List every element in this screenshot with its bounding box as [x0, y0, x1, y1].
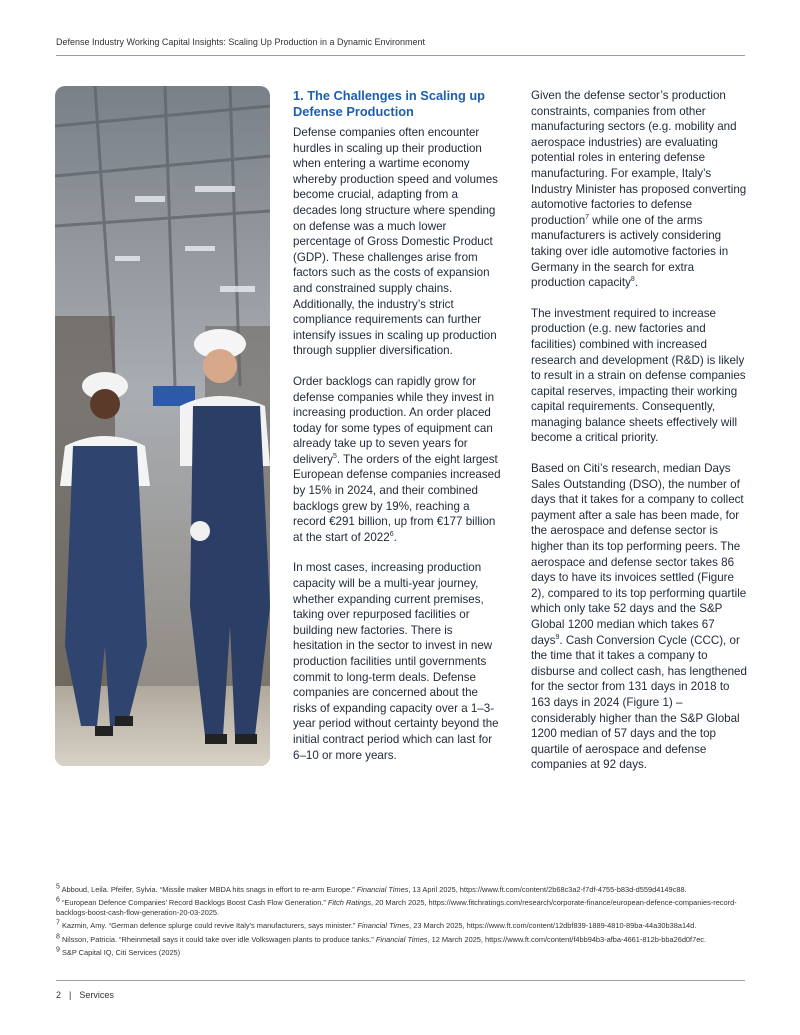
footnote-ref: 7	[585, 213, 590, 221]
footnote: $^5$ Abboud, Leila. Pfeifer, Sylvia. “Missile maker MBDA hits snags in effort to re-arm Europe.” Financial Times, 13 April 2025, https://www.ft.com/content/2b68c3a2-f7df-4755-b83d-d559d4149c88.	[56, 883, 687, 894]
footnote: $^8$ Nilsson, Patricia. “Rheinmetall says it could take over idle Volkswagen plants to produce tanks.” Financial Times, 12 March 2025, https://www.ft.com/content/f4bb94b3-afba-4661-812b-bba26d0f7ec.	[56, 933, 707, 944]
footnote: $^9$ S&P Capital IQ, Citi Services (2025)	[56, 946, 181, 958]
section-heading: 1. The Challenges in Scaling up Defense Production	[293, 88, 485, 119]
page-number: 2	[56, 990, 62, 1000]
paragraph: Based on Citi’s research, median Days Sales Outstanding (DSO), the number of days that it takes for a company to collect payment after a sale has been made, for the aerospace and defense sector is higher than its top performing peers. The aerospace and defense sector takes 86 days to have its invoices settled (Figure 2), compared to its top performing quartile which only take 52 days and the S&P Global 1200 median which takes 67 days$^9$. Cash Conversion Cycle (CCC), or the time that it takes a company to disburse and collect cash, has lengthened for the sector from 131 days in 2018 to 163 days in 2024 (Figure 1) – considerably higher than the S&P Global 1200 median of 57 days and the top quartile of aerospace and defense companies at 92 days.	[531, 462, 747, 772]
middle-column	[293, 88, 505, 778]
footer-separator: |	[69, 990, 72, 1000]
factory-workers-photo	[55, 86, 270, 766]
header-divider	[56, 55, 745, 56]
footnote: $^6$ “European Defence Companies’ Record Backlogs Boost Cash Flow Generation.” Fitch Ratings, 20 March 2025, https://www.fitchratings.com/research/corporate-finance/european-defence-companies-record-backlogs-boost-cash-flow-generation-20-03-2025.	[56, 896, 737, 917]
footnote-ref: 6	[389, 530, 394, 538]
footnote-ref: 9	[555, 633, 560, 641]
footer-section: Services	[79, 990, 114, 1000]
paragraph: Order backlogs can rapidly grow for defense companies while they invest in increasing production. An order placed today for some types of equipment can already take up to seven years for delivery$^5$. The orders of the eight largest European defense companies increased by 15% in 2024, and their combined backlogs grew by 19%, reaching a record €291 billion, up from €177 billion at the start of 2022$^6$.	[293, 374, 501, 544]
footnote: $^7$ Kazmin, Amy. “German defence splurge could revive Italy’s manufacturers, says minister.” Financial Times, 23 March 2025, https://www.ft.com/content/12dbf839-1889-4810-89ba-44a30b38a14d.	[56, 919, 697, 931]
footnote-ref: 5	[332, 453, 337, 461]
paragraph: The investment required to increase production (e.g. new factories and facilities) combined with increased research and development (R&D) is likely to result in a strain on defense companies capital reserves, impacting their working capital requirements. Consequently, managing balance sheets effectively will become a critical priority.	[531, 306, 746, 445]
right-column	[531, 88, 747, 788]
running-header: Defense Industry Working Capital Insights: Scaling Up Production in a Dynamic Environment	[56, 37, 426, 47]
paragraph: Given the defense sector’s production constraints, companies from other manufacturing sectors (e.g. mobility and aerospace industries) are evaluating potential roles in entering defense manufacturing. For example, Italy’s Industry Minister has proposed converting automotive factories to defense production$^7$ while one of the arms manufacturers is actively considering taking over idle automotive factories in Germany in the search for extra production capacity$^8$.	[531, 89, 747, 290]
footnote-ref: 8	[630, 276, 635, 284]
paragraph: Defense companies often encounter hurdles in scaling up their production when entering a wartime economy whereby production speed and volumes become crucial, adapting from a decades long structure where spending on defense was a much lower percentage of Gross Domestic Product (GDP). These challenges arise from factors such as the costs of expansion and constrained supply chains. Additionally, the industry’s strict compliance requirements can further intensify issues in scaling up production through supplier diversification.	[293, 126, 498, 358]
paragraph: In most cases, increasing production capacity will be a multi-year journey, whether expanding current premises, taking over repurposed facilities or building new factories. There is hesitation in the sector to invest in new production facilities until governments commit to long-term deals. Defense companies are concerned about the risks of expanding capacity over a 1–3-year period without certainty beyond the initial contract period which can last for 6–10 or more years.	[293, 561, 499, 762]
footer-divider	[56, 980, 745, 981]
page-footer	[56, 990, 114, 1000]
footnotes	[56, 885, 748, 961]
